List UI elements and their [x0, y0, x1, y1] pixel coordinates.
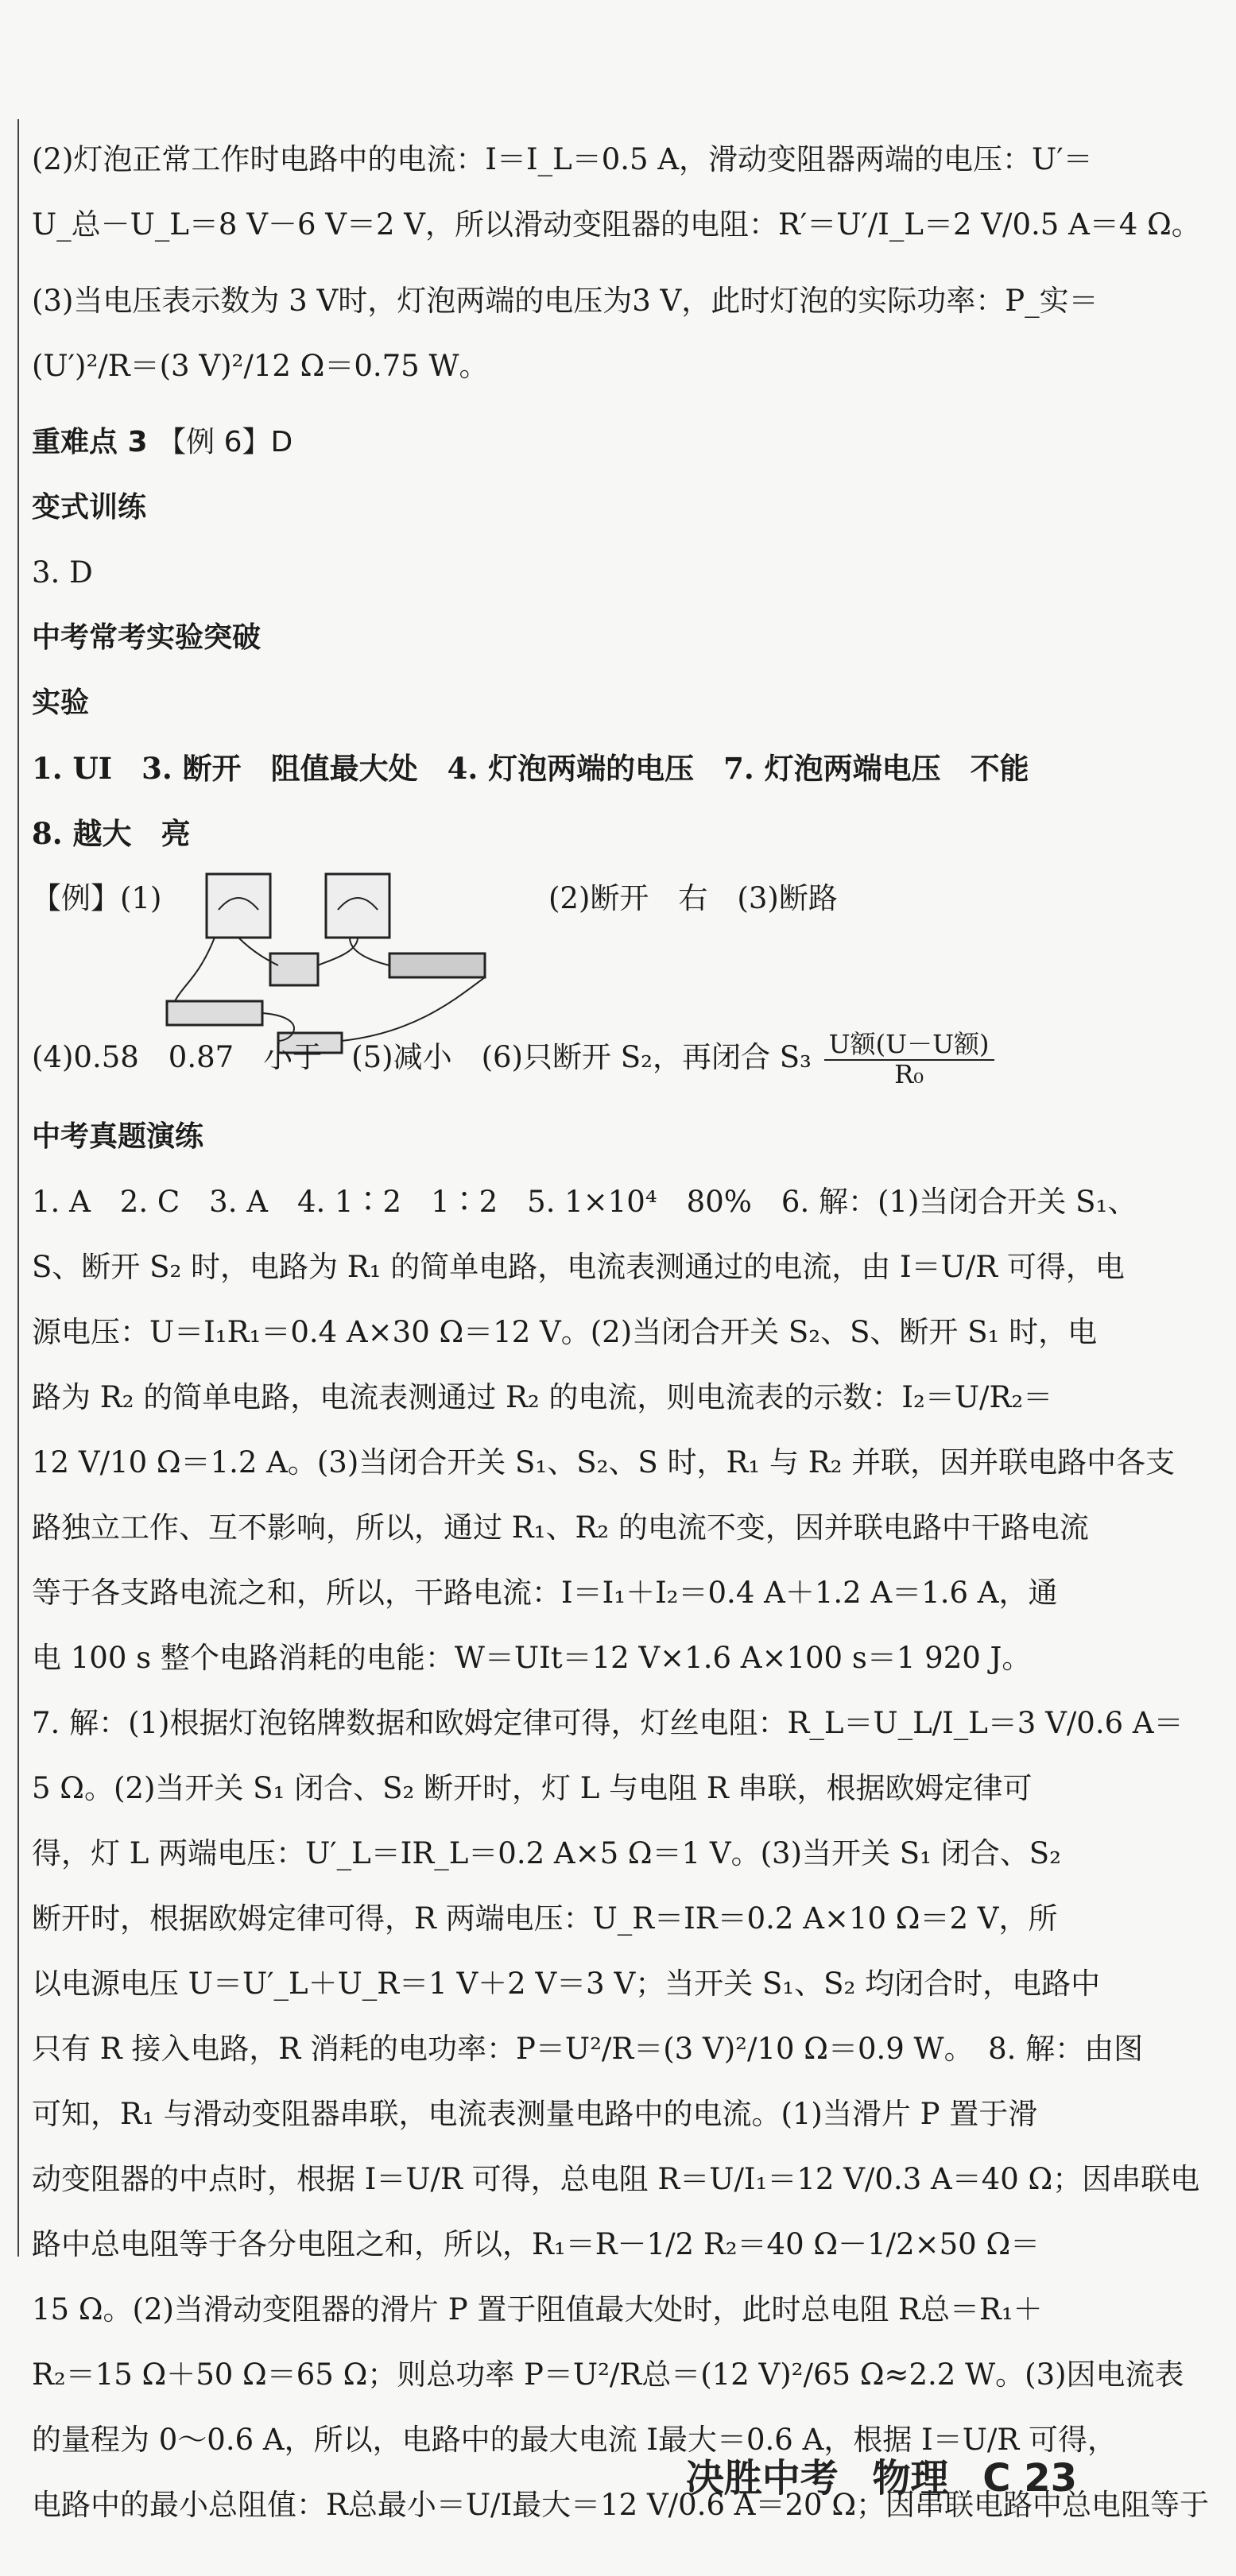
example-answer-right: (2)断开 右 (3)断路	[548, 881, 838, 915]
text-line: 路中总电阻等于各分电阻之和，所以，R₁＝R－1/2 R₂＝40 Ω－1/2×50 Ω＝	[32, 2227, 1040, 2261]
battery-icon	[167, 1001, 262, 1025]
bulb-icon	[270, 953, 318, 985]
example-row	[32, 866, 1081, 1104]
text-line: 得，灯 L 两端电压：U′_L＝IR_L＝0.2 A×5 Ω＝1 V。(3)当开关 S₁ 闭合、S₂	[32, 1836, 1061, 1870]
margin-rule	[17, 119, 19, 2257]
text-line: 7. 解：(1)根据灯泡铭牌数据和欧姆定律可得，灯丝电阻：R_L＝U_L/I_L＝3 V/0.6 A＝	[32, 1706, 1184, 1740]
text-line: 以电源电压 U＝U′_L＋U_R＝1 V＋2 V＝3 V；当开关 S₁、S₂ 均闭合时，电路中	[32, 1967, 1101, 2001]
text-line: 的量程为 0～0.6 A，所以，电路中的最大电流 I最大＝0.6 A，根据 I＝U/R 可得，	[32, 2423, 1117, 2457]
text-line: 电路中的最小总阻值：R总最小＝U/I最大＝12 V/0.6 A＝20 Ω；因串联电路中总电阻等于	[32, 2488, 1209, 2522]
text-line: 12 V/10 Ω＝1.2 A。(3)当闭合开关 S₁、S₂、S 时，R₁ 与 R₂ 并联，因并联电路中各支	[32, 1445, 1176, 1479]
text-line: (2)灯泡正常工作时电路中的电流：I＝I_L＝0.5 A，滑动变阻器两端的电压：U′＝	[32, 142, 1093, 176]
text-line: 路为 R₂ 的简单电路，电流表测通过 R₂ 的电流，则电流表的示数：I₂＝U/R₂＝	[32, 1380, 1053, 1414]
variant-heading: 变式训练	[32, 491, 147, 524]
experiment-heading: 中考常考实验突破	[32, 621, 262, 654]
text-line: 源电压：U＝I₁R₁＝0.4 A×30 Ω＝12 V。(2)当闭合开关 S₂、S、断开 S₁ 时，电	[32, 1315, 1098, 1349]
example-label: 【例】(1)	[32, 881, 162, 915]
text-line: 断开时，根据欧姆定律可得，R 两端电压：U_R＝IR＝0.2 A×10 Ω＝2 V，所	[32, 1901, 1058, 1936]
example-line2	[32, 1025, 998, 1090]
text-line: (3)当电压表示数为 3 V时，灯泡两端的电压为3 V，此时灯泡的实际功率：P_实＝	[32, 284, 1098, 318]
experiment-subheading: 实验	[32, 687, 90, 719]
text-line: 1. A 2. C 3. A 4. 1∶2 1∶2 5. 1×10⁴ 80% 6. 解：(1)当闭合开关 S₁、	[32, 1185, 1137, 1219]
text-line: 5 Ω。(2)当开关 S₁ 闭合、S₂ 断开时，灯 L 与电阻 R 串联，根据欧姆定律可	[32, 1771, 1033, 1805]
text-line: S、断开 S₂ 时，电路为 R₁ 的简单电路，电流表测通过的电流，由 I＝U/R 可得，电	[32, 1250, 1125, 1284]
text-line: 电 100 s 整个电路消耗的电能：W＝UIt＝12 V×1.6 A×100 s＝1 920 J。	[32, 1641, 1032, 1675]
text-line: 可知，R₁ 与滑动变阻器串联，电流表测量电路中的电流。(1)当滑片 P 置于滑	[32, 2097, 1038, 2131]
page-footer	[665, 2447, 1077, 2502]
book-title: 决胜中考	[685, 2456, 839, 2501]
text-line: 路独立工作、互不影响，所以，通过 R₁、R₂ 的电流不变，因并联电路中干路电流	[32, 1510, 1089, 1545]
rheostat-icon	[389, 953, 485, 977]
text-line: R₂＝15 Ω＋50 Ω＝65 Ω；则总功率 P＝U²/R总＝(12 V)²/65 Ω≈2.2 W。(3)因电流表	[32, 2357, 1184, 2392]
text-line: U_总－U_L＝8 V－6 V＝2 V，所以滑动变阻器的电阻：R′＝U′/I_L＝2 V/0.5 A＝4 Ω。	[32, 207, 1201, 242]
section-heading	[32, 410, 1081, 475]
variant-answer: 3. D	[32, 555, 93, 590]
text-line: 只有 R 接入电路，R 消耗的电功率：P＝U²/R＝(3 V)²/10 Ω＝0.9 W。 8. 解：由图	[32, 2032, 1144, 2066]
real-exam-heading: 中考真题演练	[32, 1120, 204, 1153]
subject-label: 物理	[872, 2456, 949, 2501]
section-title: 重难点 3	[32, 426, 148, 458]
voltmeter-icon	[326, 874, 389, 938]
example-text: (4)0.58 0.87 小于 (5)减小 (6)只断开 S₂，再闭合 S₃	[32, 1040, 812, 1074]
text-line: 15 Ω。(2)当滑动变阻器的滑片 P 置于阻值最大处时，此时总电阻 R总＝R₁＋	[32, 2292, 1043, 2327]
fraction-numerator: U额(U－U额)	[824, 1031, 994, 1060]
fraction	[824, 1031, 994, 1088]
page-number: C 23	[982, 2456, 1077, 2501]
experiment-answers: 1. UI 3. 断开 阻值最大处 4. 灯泡两端的电压 7. 灯泡两端电压 不能	[32, 751, 1029, 786]
experiment-answers: 8. 越大 亮	[32, 816, 191, 851]
text-line: 动变阻器的中点时，根据 I＝U/R 可得，总电阻 R＝U/I₁＝12 V/0.3 A＝40 Ω；因串联电	[32, 2162, 1200, 2196]
text-line: (U′)²/R＝(3 V)²/12 Ω＝0.75 W。	[32, 349, 489, 383]
fraction-denominator: R₀	[894, 1058, 924, 1089]
example-answer: 【例 6】D	[157, 426, 293, 458]
ammeter-icon	[207, 874, 270, 938]
answer-content	[32, 127, 1209, 2538]
text-line: 等于各支路电流之和，所以，干路电流：I＝I₁＋I₂＝0.4 A＋1.2 A＝1.6 A，通	[32, 1576, 1058, 1610]
